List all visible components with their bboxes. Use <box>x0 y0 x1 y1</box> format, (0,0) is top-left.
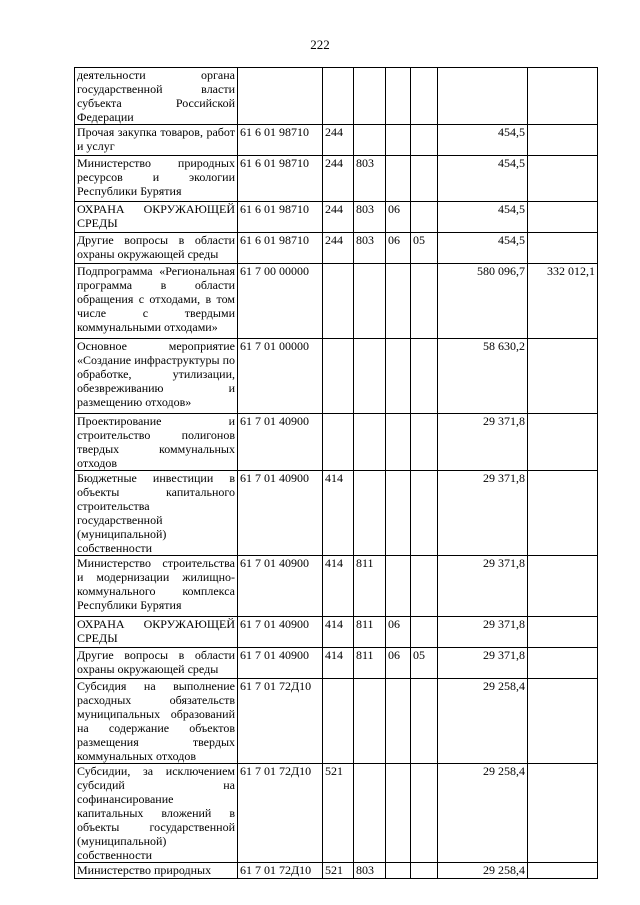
page-number: 222 <box>310 37 330 52</box>
ministry-code-cell <box>354 414 386 471</box>
amount-year2-cell <box>528 648 598 679</box>
subsection-cell: 05 <box>411 648 438 679</box>
amount-year2-cell <box>528 556 598 617</box>
section-cell <box>386 68 411 125</box>
expense-type-cell <box>323 68 354 125</box>
table-row <box>75 125 598 156</box>
target-code-cell: 61 6 01 98710 <box>238 233 323 264</box>
ministry-code-cell <box>354 764 386 863</box>
amount-year1-cell: 454,5 <box>438 202 528 233</box>
expense-type-cell: 244 <box>323 125 354 156</box>
amount-year2-cell <box>528 339 598 414</box>
target-code-cell: 61 7 01 40900 <box>238 617 323 648</box>
row-name-cell: Другие вопросы в области охраны окружающей среды <box>75 648 238 679</box>
row-name-cell: Другие вопросы в области охраны окружающей среды <box>75 233 238 264</box>
table-row <box>75 339 598 414</box>
amount-year2-cell <box>528 617 598 648</box>
budget-table <box>74 67 598 879</box>
expense-type-cell: 244 <box>323 156 354 202</box>
table-row <box>75 68 598 125</box>
amount-year2-cell <box>528 156 598 202</box>
expense-type-cell <box>323 679 354 764</box>
amount-year2-cell <box>528 233 598 264</box>
section-cell <box>386 679 411 764</box>
ministry-code-cell: 803 <box>354 202 386 233</box>
section-cell <box>386 764 411 863</box>
amount-year1-cell: 29 371,8 <box>438 617 528 648</box>
ministry-code-cell: 803 <box>354 233 386 264</box>
subsection-cell <box>411 556 438 617</box>
subsection-cell <box>411 617 438 648</box>
amount-year1-cell: 29 371,8 <box>438 471 528 556</box>
section-cell <box>386 863 411 879</box>
table-row <box>75 202 598 233</box>
expense-type-cell: 414 <box>323 648 354 679</box>
section-cell <box>386 414 411 471</box>
table-row <box>75 648 598 679</box>
amount-year2-cell <box>528 764 598 863</box>
row-name-cell: Субсидия на выполнение расходных обязательств муниципальных образований на содержание объектов размещения твердых коммунальных отходов <box>75 679 238 764</box>
target-code-cell: 61 7 01 40900 <box>238 471 323 556</box>
table-row <box>75 471 598 556</box>
target-code-cell: 61 7 01 72Д10 <box>238 863 323 879</box>
ministry-code-cell: 811 <box>354 617 386 648</box>
subsection-cell <box>411 125 438 156</box>
amount-year2-cell <box>528 863 598 879</box>
table-row <box>75 617 598 648</box>
amount-year1-cell: 29 258,4 <box>438 863 528 879</box>
row-name-cell: Бюджетные инвестиции в объекты капитального строительства государственной (муниципальной) собственности <box>75 471 238 556</box>
subsection-cell <box>411 764 438 863</box>
target-code-cell: 61 6 01 98710 <box>238 125 323 156</box>
table-row <box>75 764 598 863</box>
row-name-cell: Подпрограмма «Региональная программа в области обращения с отходами, в том числе с твердыми коммунальными отходами» <box>75 264 238 339</box>
subsection-cell <box>411 863 438 879</box>
target-code-cell: 61 6 01 98710 <box>238 202 323 233</box>
ministry-code-cell <box>354 339 386 414</box>
expense-type-cell: 521 <box>323 764 354 863</box>
ministry-code-cell <box>354 125 386 156</box>
amount-year1-cell: 454,5 <box>438 125 528 156</box>
subsection-cell <box>411 264 438 339</box>
row-name-cell: Основное мероприятие «Создание инфраструктуры по обработке, утилизации, обезвреживанию и размещению отходов» <box>75 339 238 414</box>
subsection-cell <box>411 471 438 556</box>
subsection-cell <box>411 202 438 233</box>
amount-year2-cell: 332 012,1 <box>528 264 598 339</box>
subsection-cell <box>411 68 438 125</box>
row-name-cell: Субсидии, за исключением субсидий на софинансирование капитальных вложений в объекты государственной (муниципальной) собственности <box>75 764 238 863</box>
expense-type-cell <box>323 264 354 339</box>
amount-year1-cell: 58 630,2 <box>438 339 528 414</box>
subsection-cell <box>411 679 438 764</box>
amount-year1-cell: 454,5 <box>438 156 528 202</box>
subsection-cell: 05 <box>411 233 438 264</box>
amount-year1-cell <box>438 68 528 125</box>
row-name-cell: Министерство строительства и модернизации жилищно-коммунального комплекса Республики Бурятия <box>75 556 238 617</box>
section-cell <box>386 125 411 156</box>
subsection-cell <box>411 156 438 202</box>
table-row <box>75 156 598 202</box>
section-cell: 06 <box>386 202 411 233</box>
table-row <box>75 414 598 471</box>
ministry-code-cell <box>354 679 386 764</box>
target-code-cell: 61 7 01 40900 <box>238 556 323 617</box>
target-code-cell: 61 7 01 00000 <box>238 339 323 414</box>
ministry-code-cell: 803 <box>354 156 386 202</box>
row-name-cell: ОХРАНА ОКРУЖАЮЩЕЙ СРЕДЫ <box>75 202 238 233</box>
subsection-cell <box>411 339 438 414</box>
target-code-cell: 61 7 01 72Д10 <box>238 764 323 863</box>
amount-year2-cell <box>528 68 598 125</box>
expense-type-cell: 244 <box>323 233 354 264</box>
target-code-cell: 61 6 01 98710 <box>238 156 323 202</box>
table-row <box>75 556 598 617</box>
target-code-cell <box>238 68 323 125</box>
amount-year2-cell <box>528 414 598 471</box>
table-row <box>75 863 598 879</box>
table-row <box>75 679 598 764</box>
ministry-code-cell <box>354 471 386 556</box>
amount-year1-cell: 29 258,4 <box>438 764 528 863</box>
target-code-cell: 61 7 01 72Д10 <box>238 679 323 764</box>
section-cell: 06 <box>386 233 411 264</box>
row-name-cell: Проектирование и строительство полигонов твердых коммунальных отходов <box>75 414 238 471</box>
expense-type-cell: 414 <box>323 617 354 648</box>
target-code-cell: 61 7 01 40900 <box>238 414 323 471</box>
expense-type-cell <box>323 339 354 414</box>
amount-year1-cell: 580 096,7 <box>438 264 528 339</box>
expense-type-cell: 521 <box>323 863 354 879</box>
section-cell: 06 <box>386 648 411 679</box>
expense-type-cell: 414 <box>323 471 354 556</box>
amount-year1-cell: 29 371,8 <box>438 648 528 679</box>
amount-year1-cell: 29 258,4 <box>438 679 528 764</box>
amount-year2-cell <box>528 679 598 764</box>
section-cell <box>386 556 411 617</box>
target-code-cell: 61 7 00 00000 <box>238 264 323 339</box>
amount-year1-cell: 29 371,8 <box>438 556 528 617</box>
amount-year2-cell <box>528 125 598 156</box>
table-row <box>75 264 598 339</box>
subsection-cell <box>411 414 438 471</box>
table-row <box>75 233 598 264</box>
ministry-code-cell: 811 <box>354 648 386 679</box>
amount-year2-cell <box>528 471 598 556</box>
expense-type-cell <box>323 414 354 471</box>
ministry-code-cell <box>354 264 386 339</box>
row-name-cell: ОХРАНА ОКРУЖАЮЩЕЙ СРЕДЫ <box>75 617 238 648</box>
ministry-code-cell: 803 <box>354 863 386 879</box>
expense-type-cell: 414 <box>323 556 354 617</box>
amount-year1-cell: 29 371,8 <box>438 414 528 471</box>
row-name-cell: Министерство природных <box>75 863 238 879</box>
amount-year1-cell: 454,5 <box>438 233 528 264</box>
section-cell <box>386 471 411 556</box>
section-cell <box>386 339 411 414</box>
row-name-cell: Министерство природных ресурсов и экологии Республики Бурятия <box>75 156 238 202</box>
amount-year2-cell <box>528 202 598 233</box>
ministry-code-cell: 811 <box>354 556 386 617</box>
row-name-cell: Прочая закупка товаров, работ и услуг <box>75 125 238 156</box>
row-name-cell: деятельности органа государственной власти субъекта Российской Федерации <box>75 68 238 125</box>
expense-type-cell: 244 <box>323 202 354 233</box>
section-cell <box>386 264 411 339</box>
section-cell <box>386 156 411 202</box>
section-cell: 06 <box>386 617 411 648</box>
ministry-code-cell <box>354 68 386 125</box>
target-code-cell: 61 7 01 40900 <box>238 648 323 679</box>
